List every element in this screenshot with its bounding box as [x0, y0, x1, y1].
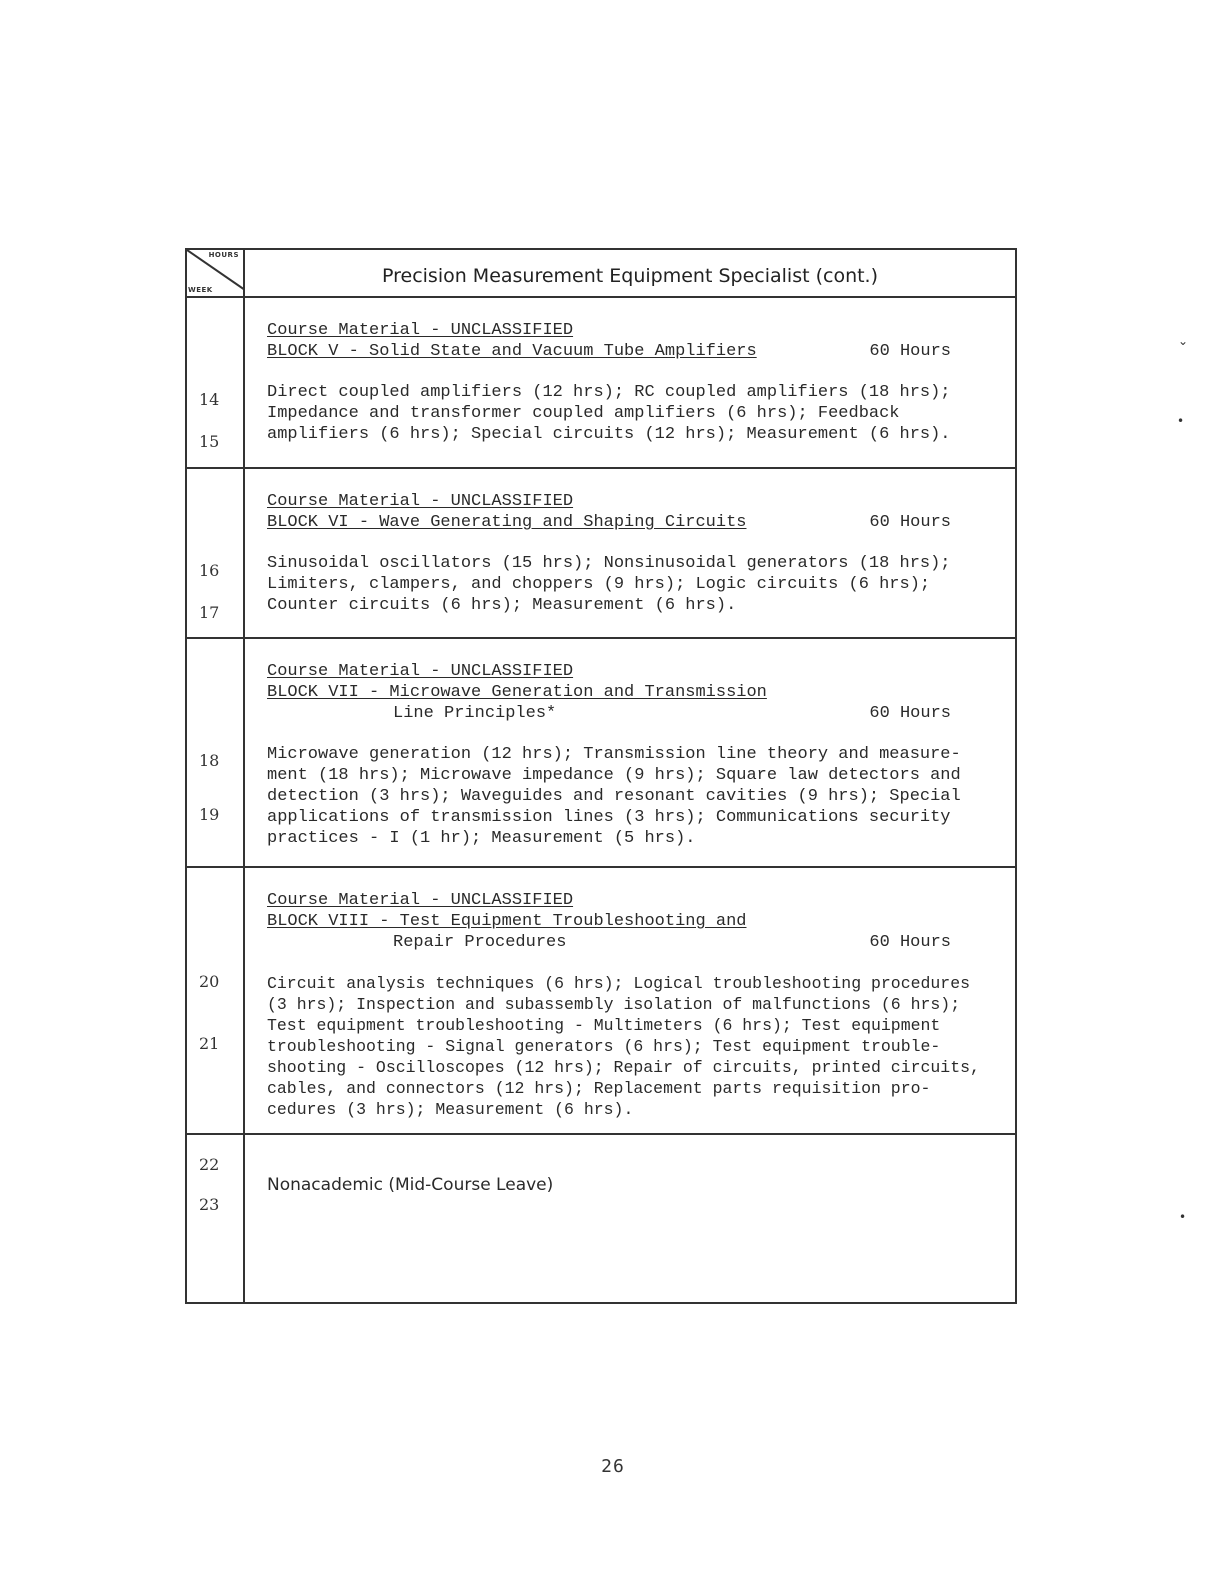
description-line: ment (18 hrs); Microwave impedance (9 hrs); Square law detectors and: [267, 766, 961, 785]
description-line: Counter circuits (6 hrs); Measurement (6 hrs).: [267, 596, 737, 615]
description-line: Microwave generation (12 hrs); Transmission line theory and measure-: [267, 745, 961, 764]
block-description: [267, 553, 995, 616]
block-hours: 60 Hours: [869, 513, 951, 532]
block-row: [187, 298, 1015, 469]
block-title-text: BLOCK VIII - Test Equipment Troubleshooting and: [267, 912, 747, 931]
block-title-text: BLOCK VII - Microwave Generation and Transmission: [267, 683, 767, 702]
week-number: 21: [199, 1034, 220, 1053]
block-row: [187, 868, 1015, 1135]
course-material-label: Course Material - UNCLASSIFIED: [267, 492, 574, 511]
block-hours: 60 Hours: [869, 342, 951, 361]
description-line: Circuit analysis techniques (6 hrs); Logical troubleshooting procedures: [267, 974, 971, 993]
block-content: [245, 298, 1015, 467]
description-line: applications of transmission lines (3 hrs); Communications security: [267, 808, 951, 827]
description-line: troubleshooting - Signal generators (6 hrs); Test equipment trouble-: [267, 1037, 941, 1056]
table-header: [187, 250, 1015, 298]
block-description: [267, 973, 995, 1120]
block-description: [267, 382, 995, 445]
nonacademic-row: [187, 1135, 1015, 1302]
description-line: cedures (3 hrs); Measurement (6 hrs).: [267, 1100, 634, 1119]
week-number: 17: [199, 603, 220, 622]
week-number: 16: [199, 561, 220, 580]
week-cell: [187, 469, 245, 637]
week-cell: [187, 1135, 245, 1302]
block-title-continued: Repair Procedures: [393, 933, 567, 952]
page-number: 26: [601, 1456, 625, 1477]
description-line: shooting - Oscilloscopes (12 hrs); Repair of circuits, printed circuits,: [267, 1058, 980, 1077]
scan-mark-icon: •: [1177, 414, 1185, 428]
corner-week-label: WEEK: [188, 286, 213, 294]
description-line: amplifiers (6 hrs); Special circuits (12 hrs); Measurement (6 hrs).: [267, 425, 951, 444]
week-cell: [187, 298, 245, 467]
description-line: detection (3 hrs); Waveguides and resonant cavities (9 hrs); Special: [267, 787, 961, 806]
block-title: [267, 682, 767, 703]
week-number: 18: [199, 751, 220, 770]
description-line: practices - I (1 hr); Measurement (5 hrs).: [267, 829, 696, 848]
description-line: (3 hrs); Inspection and subassembly isolation of malfunctions (6 hrs);: [267, 995, 961, 1014]
description-line: Test equipment troubleshooting - Multimeters (6 hrs); Test equipment: [267, 1016, 941, 1035]
nonacademic-content: [245, 1135, 1015, 1302]
block-content: [245, 639, 1015, 866]
block-hours: 60 Hours: [869, 933, 951, 952]
description-line: cables, and connectors (12 hrs); Replacement parts requisition pro-: [267, 1079, 931, 1098]
block-title: BLOCK VI - Wave Generating and Shaping Circuits: [267, 513, 747, 532]
week-number: 19: [199, 805, 220, 824]
description-line: Sinusoidal oscillators (15 hrs); Nonsinusoidal generators (18 hrs);: [267, 554, 951, 573]
week-number: 14: [199, 390, 220, 409]
block-title: [267, 911, 746, 932]
block-row: [187, 639, 1015, 868]
table-title: Precision Measurement Equipment Specialist (cont.): [381, 265, 879, 287]
week-number: 20: [199, 972, 220, 991]
course-material-label: Course Material - UNCLASSIFIED: [267, 662, 574, 681]
corner-hours-label: HOURS: [208, 251, 239, 259]
description-line: Impedance and transformer coupled amplifiers (6 hrs); Feedback: [267, 404, 900, 423]
nonacademic-label: Nonacademic (Mid-Course Leave): [267, 1175, 554, 1195]
week-number: 22: [199, 1155, 220, 1174]
block-content: [245, 868, 1015, 1133]
description-line: Limiters, clampers, and choppers (9 hrs); Logic circuits (6 hrs);: [267, 575, 931, 594]
week-cell: [187, 639, 245, 866]
scan-mark-icon: ⌄: [1178, 334, 1189, 348]
block-hours: 60 Hours: [869, 704, 951, 723]
description-line: Direct coupled amplifiers (12 hrs); RC coupled amplifiers (18 hrs);: [267, 383, 951, 402]
course-table: [185, 248, 1017, 1304]
scan-mark-icon: •: [1179, 1210, 1187, 1224]
block-content: [245, 469, 1015, 637]
block-title: BLOCK V - Solid State and Vacuum Tube Amplifiers: [267, 342, 757, 361]
week-number: 15: [199, 432, 220, 451]
course-material-label: Course Material - UNCLASSIFIED: [267, 891, 574, 910]
block-title-continued: Line Principles*: [393, 704, 557, 723]
block-row: [187, 469, 1015, 639]
course-material-label: Course Material - UNCLASSIFIED: [267, 321, 574, 340]
week-number: 23: [199, 1195, 220, 1214]
hours-week-corner-cell: [187, 250, 245, 296]
block-description: [267, 744, 995, 849]
week-cell: [187, 868, 245, 1133]
